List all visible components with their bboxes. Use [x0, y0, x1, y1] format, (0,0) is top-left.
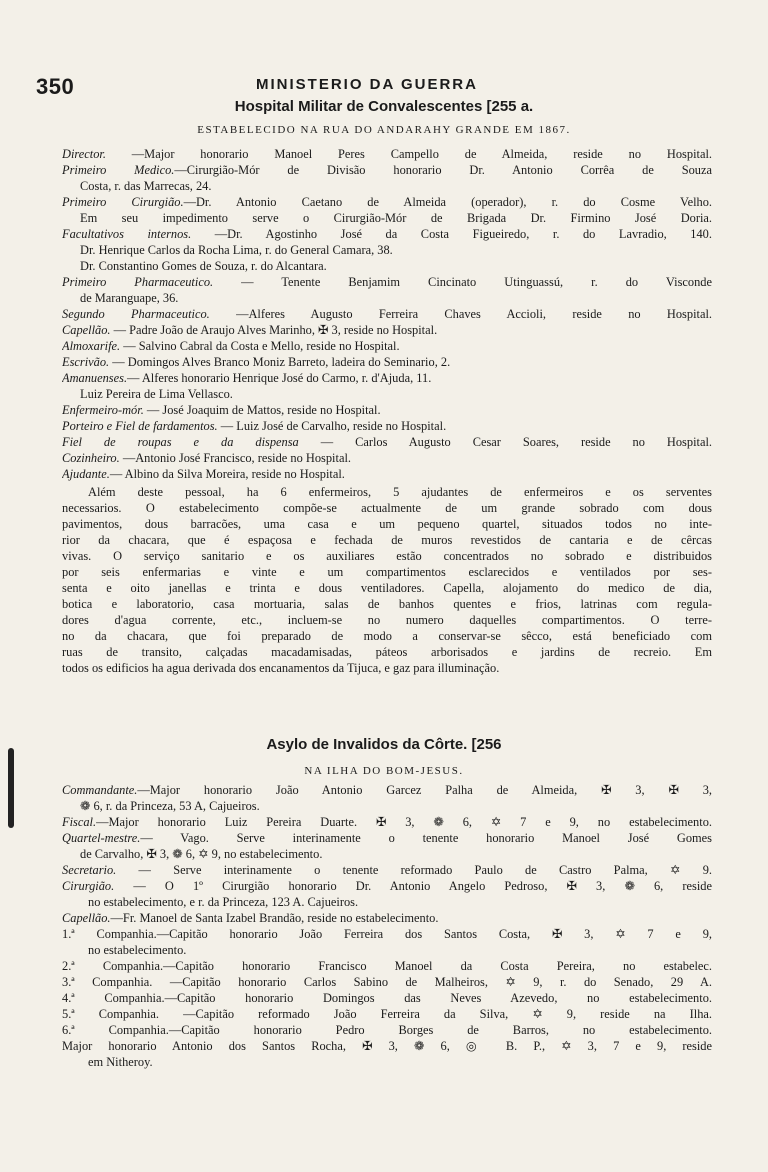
- line-text: 3.ª Companhia. —Capitão honorario Carlos Sabino de Malheiros, ✡ 9, r. do Senado, 29 A.: [62, 975, 712, 989]
- paragraph-line: Além deste pessoal, ha 6 enfermeiros, 5 ajudantes de enfermeiros e os serventes: [88, 485, 712, 499]
- text-line: [62, 322, 712, 338]
- paragraph-line: vivas. O serviço sanitario e os auxiliares estão concentrados no sobrado e distribuidos: [62, 549, 712, 563]
- line-text: Costa, r. das Marrecas, 24.: [80, 179, 212, 193]
- role-label: Fiel de roupas e da dispensa: [62, 435, 299, 449]
- line-text: — Luiz José de Carvalho, reside no Hospital.: [217, 419, 447, 433]
- role-label: Capellão.: [62, 911, 111, 925]
- line-text: —Dr. Agostinho José da Costa Figueiredo, r. do Lavradio, 140.: [191, 227, 712, 241]
- line-text: —Major honorario Manoel Peres Campello de Almeida, reside no Hospital.: [105, 147, 712, 161]
- role-label: Almoxarife.: [62, 339, 121, 353]
- paragraph-line: no da chacara, que foi preparado de modo a conservar-se sêcco, está beneficiado com: [62, 629, 712, 643]
- hospital-title: Hospital Militar de Convalescentes [255 a.: [234, 98, 534, 115]
- role-label: Director.: [62, 147, 106, 161]
- line-text: — Carlos Augusto Cesar Soares, reside no Hospital.: [298, 435, 712, 449]
- role-label: Primeiro Cirurgião.: [62, 195, 184, 209]
- text-line: [62, 782, 712, 798]
- paragraph-line: dores d'agua corrente, etc., incluem-se no numero daquelles compartimentos. O terre-: [62, 613, 712, 627]
- line-text: — Serve interinamente o tenente reformado Paulo de Castro Palma, ✡ 9.: [116, 863, 712, 877]
- line-text: —Alferes Augusto Ferreira Chaves Accioli, reside no Hospital.: [209, 307, 712, 321]
- line-text: — Alferes honorario Henrique José do Carmo, r. d'Ajuda, 11.: [127, 371, 432, 385]
- line-text: de Carvalho, ✠ 3, ❁ 6, ✡ 9, no estabelecimento.: [80, 847, 323, 861]
- line-text: — Salvino Cabral da Costa e Mello, reside no Hospital.: [120, 339, 400, 353]
- role-label: Cozinheiro.: [62, 451, 120, 465]
- text-line: [62, 162, 712, 178]
- paragraph-line: botica e laboratorio, casa mortuaria, salas de banhos quentes e frios, latrinas com regula-: [62, 597, 712, 611]
- asylo-title: Asylo de Invalidos da Côrte. [256: [266, 736, 502, 753]
- line-text: — O 1º Cirurgião honorario Dr. Antonio Angelo Pedroso, ✠ 3, ❁ 6, reside: [114, 879, 712, 893]
- text-line: [62, 418, 712, 434]
- asylo-subtitle: NA ILHA DO BOM-JESUS.: [304, 765, 464, 777]
- role-label: Escrivão.: [62, 355, 110, 369]
- text-line: [62, 846, 712, 862]
- hospital-staff-list: [62, 146, 712, 482]
- role-label: Porteiro e Fiel de fardamentos.: [62, 419, 218, 433]
- text-line: [62, 178, 712, 194]
- hospital-subtitle: ESTABELECIDO NA RUA DO ANDARAHY GRANDE EM 1867.: [197, 124, 571, 136]
- role-label: Segundo Pharmaceutico.: [62, 307, 210, 321]
- text-line: [62, 226, 712, 242]
- line-text: — Padre João de Araujo Alves Marinho, ✠ 3, reside no Hospital.: [110, 323, 438, 337]
- role-label: Commandante.: [62, 783, 138, 797]
- text-line: [62, 386, 712, 402]
- text-line: [62, 1022, 712, 1038]
- line-text: de Maranguape, 36.: [80, 291, 179, 305]
- paragraph-line: necessarios. O estabelecimento compõe-se actualmente de um grande sobrado com dous: [62, 501, 712, 515]
- running-head: MINISTERIO DA GUERRA: [256, 76, 478, 93]
- text-line: [62, 194, 712, 210]
- text-line: [62, 942, 712, 958]
- line-text: — Domingos Alves Branco Moniz Barreto, ladeira do Seminario, 2.: [109, 355, 451, 369]
- text-line: [62, 402, 712, 418]
- line-text: —Dr. Antonio Caetano de Almeida (operador), r. do Cosme Velho.: [183, 195, 712, 209]
- line-text: ❁ 6, r. da Princeza, 53 A, Cajueiros.: [80, 799, 260, 813]
- line-text: — Tenente Benjamim Cincinato Utinguassú, r. do Visconde: [213, 275, 712, 289]
- line-text: 6.ª Companhia.—Capitão honorario Pedro Borges de Barros, no estabelecimento.: [62, 1023, 712, 1037]
- line-text: 2.ª Companhia.—Capitão honorario Francisco Manoel da Costa Pereira, no estabelec.: [62, 959, 712, 973]
- line-text: Dr. Henrique Carlos da Rocha Lima, r. do General Camara, 38.: [80, 243, 393, 257]
- line-text: em Nitheroy.: [88, 1055, 153, 1069]
- line-text: — Albino da Silva Moreira, reside no Hospital.: [109, 467, 345, 481]
- line-text: —Cirurgião-Mór de Divisão honorario Dr. Antonio Corrêa de Souza: [174, 163, 712, 177]
- text-line: [62, 862, 712, 878]
- paragraph-line: rior da chacara, que é espaçosa e fechada de muros revestidos de cantaria e de cêrcas: [62, 533, 712, 547]
- text-line: [62, 306, 712, 322]
- role-label: Secretario.: [62, 863, 117, 877]
- page-number: 350: [36, 74, 75, 99]
- role-label: Cirurgião.: [62, 879, 115, 893]
- text-line: [62, 958, 712, 974]
- line-text: 5.ª Companhia. —Capitão reformado João Ferreira da Silva, ✡ 9, reside na Ilha.: [62, 1007, 712, 1021]
- role-label: Primeiro Medico.: [62, 163, 175, 177]
- text-line: [62, 1054, 712, 1070]
- text-line: [62, 146, 712, 162]
- hospital-description: [62, 484, 712, 676]
- role-label: Ajudante.: [62, 467, 110, 481]
- paragraph-line: ruas de transito, calçadas macadamisadas, páteos arborisados e jardins de recreio. Em: [62, 645, 712, 659]
- text-line: [62, 910, 712, 926]
- text-line: [62, 830, 712, 846]
- paragraph-line: senta e oito janellas e trinta e dous ventiladores. Capella, alojamento do medico de dia,: [62, 581, 712, 595]
- paragraph-line: pavimentos, dous barracões, uma casa e um pequeno quartel, situados todos no inte-: [62, 517, 712, 531]
- text-line: [62, 370, 712, 386]
- role-label: Fiscal.: [62, 815, 97, 829]
- line-text: no estabelecimento.: [88, 943, 187, 957]
- text-line: [62, 814, 712, 830]
- text-line: [62, 274, 712, 290]
- text-line: [62, 990, 712, 1006]
- text-line: [62, 1006, 712, 1022]
- text-line: [62, 258, 712, 274]
- page-header: [36, 74, 736, 98]
- asylo-staff-list: [62, 782, 712, 1070]
- text-line: [62, 450, 712, 466]
- text-line: [62, 798, 712, 814]
- text-line: [62, 926, 712, 942]
- paragraph-line: todos os edificios ha agua derivada dos encanamentos da Tijuca, e gaz para illuminação.: [62, 661, 500, 675]
- text-line: [62, 210, 712, 226]
- text-line: [62, 434, 712, 450]
- line-text: no estabelecimento, e r. da Princeza, 123 A. Cajueiros.: [88, 895, 359, 909]
- line-text: Dr. Constantino Gomes de Souza, r. do Alcantara.: [80, 259, 327, 273]
- line-text: —Major honorario João Antonio Garcez Palha de Almeida, ✠ 3, ✠ 3,: [137, 783, 712, 797]
- role-label: Enfermeiro-mór.: [62, 403, 144, 417]
- line-text: 1.ª Companhia.—Capitão honorario João Ferreira dos Santos Costa, ✠ 3, ✡ 7 e 9,: [62, 927, 712, 941]
- paragraph-line: por seis enfermarias e vinte e um compartimentos esclarecidos e ventilados por ses-: [62, 565, 712, 579]
- text-line: [62, 1038, 712, 1054]
- role-label: Primeiro Pharmaceutico.: [62, 275, 214, 289]
- line-text: Em seu impedimento serve o Cirurgião-Mór de Brigada Dr. Firmino José Doria.: [80, 211, 712, 225]
- role-label: Capellão.: [62, 323, 111, 337]
- line-text: — Vago. Serve interinamente o tenente honorario Manoel José Gomes: [140, 831, 712, 845]
- role-label: Quartel-mestre.: [62, 831, 141, 845]
- text-line: [62, 974, 712, 990]
- role-label: Facultativos internos.: [62, 227, 192, 241]
- line-text: —Major honorario Luiz Pereira Duarte. ✠ 3, ❁ 6, ✡ 7 e 9, no estabelecimento.: [96, 815, 712, 829]
- text-line: [62, 878, 712, 894]
- text-line: [62, 338, 712, 354]
- text-line: [62, 894, 712, 910]
- line-text: —Fr. Manoel de Santa Izabel Brandão, reside no estabelecimento.: [110, 911, 439, 925]
- margin-mark: [8, 748, 14, 828]
- line-text: — José Joaquim de Mattos, reside no Hospital.: [143, 403, 381, 417]
- line-text: 4.ª Companhia.—Capitão honorario Domingos das Neves Azevedo, no estabelecimento.: [62, 991, 712, 1005]
- text-line: [62, 242, 712, 258]
- role-label: Amanuenses.: [62, 371, 128, 385]
- line-text: Luiz Pereira de Lima Vellasco.: [80, 387, 233, 401]
- line-text: Major honorario Antonio dos Santos Rocha, ✠ 3, ❁ 6, ◎ B. P., ✡ 3, 7 e 9, reside: [62, 1039, 712, 1053]
- text-line: [62, 290, 712, 306]
- text-line: [62, 354, 712, 370]
- text-line: [62, 466, 712, 482]
- line-text: —Antonio José Francisco, reside no Hospital.: [119, 451, 351, 465]
